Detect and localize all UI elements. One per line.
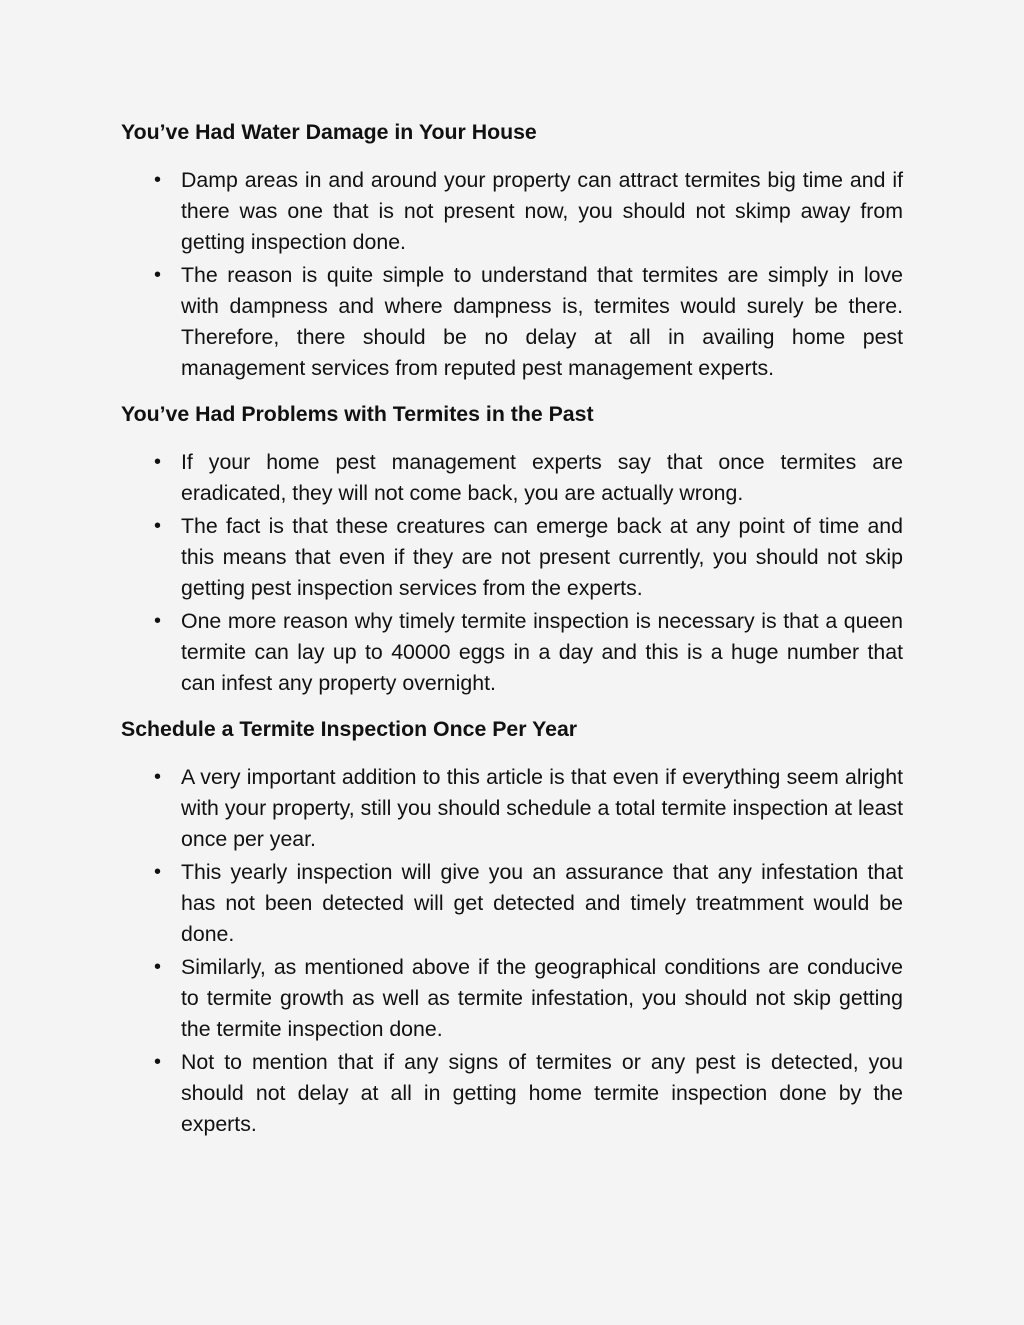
bullet-icon: • — [154, 451, 162, 473]
list-item-text: The fact is that these creatures can emerge back at any point of time and this means that even if they are not present currently, you should not skip getting pest inspection services from the experts. — [181, 514, 903, 600]
section-water-damage — [121, 117, 903, 384]
bullet-icon: • — [154, 515, 162, 537]
list-item-text: One more reason why timely termite inspection is necessary is that a queen termite can lay up to 40000 eggs in a day and this is a huge number that can infest any property overnight. — [181, 609, 903, 695]
list-item — [121, 762, 903, 855]
list-item — [121, 606, 903, 699]
list-item — [121, 1047, 903, 1140]
list-item — [121, 511, 903, 604]
bullet-list — [121, 447, 903, 699]
list-item — [121, 857, 903, 950]
bullet-icon: • — [154, 610, 162, 632]
bullet-icon: • — [154, 861, 162, 883]
document-content — [121, 117, 903, 1142]
section-heading: You’ve Had Problems with Termites in the Past — [121, 402, 594, 426]
list-item-text: A very important addition to this article is that even if everything seem alright with your property, still you should schedule a total termite inspection at least once per year. — [181, 765, 903, 851]
section-heading: Schedule a Termite Inspection Once Per Year — [121, 717, 578, 741]
bullet-icon: • — [154, 766, 162, 788]
list-item — [121, 260, 903, 384]
bullet-list — [121, 165, 903, 384]
list-item-text: Damp areas in and around your property can attract termites big time and if there was one that is not present now, you should not skimp away from getting inspection done. — [181, 168, 903, 254]
bullet-icon: • — [154, 956, 162, 978]
list-item-text: Similarly, as mentioned above if the geographical conditions are conducive to termite growth as well as termite infestation, you should not skip getting the termite inspection done. — [181, 955, 903, 1041]
list-item-text: The reason is quite simple to understand that termites are simply in love with dampness and where dampness is, termites would surely be there. Therefore, there should be no delay at all in availing home pest management services from reputed pest management experts. — [181, 263, 903, 380]
bullet-list — [121, 762, 903, 1140]
list-item — [121, 165, 903, 258]
list-item-text: This yearly inspection will give you an assurance that any infestation that has not been detected will get detected and timely treatmment would be done. — [181, 860, 903, 946]
section-heading: You’ve Had Water Damage in Your House — [121, 120, 537, 144]
section-past-problems — [121, 399, 903, 699]
bullet-icon: • — [154, 1051, 162, 1073]
section-yearly-inspection — [121, 714, 903, 1140]
list-item — [121, 952, 903, 1045]
list-item-text: Not to mention that if any signs of termites or any pest is detected, you should not delay at all in getting home termite inspection done by the experts. — [181, 1050, 903, 1136]
list-item — [121, 447, 903, 509]
bullet-icon: • — [154, 264, 162, 286]
bullet-icon: • — [154, 169, 162, 191]
list-item-text: If your home pest management experts say that once termites are eradicated, they will not come back, you are actually wrong. — [181, 450, 903, 505]
